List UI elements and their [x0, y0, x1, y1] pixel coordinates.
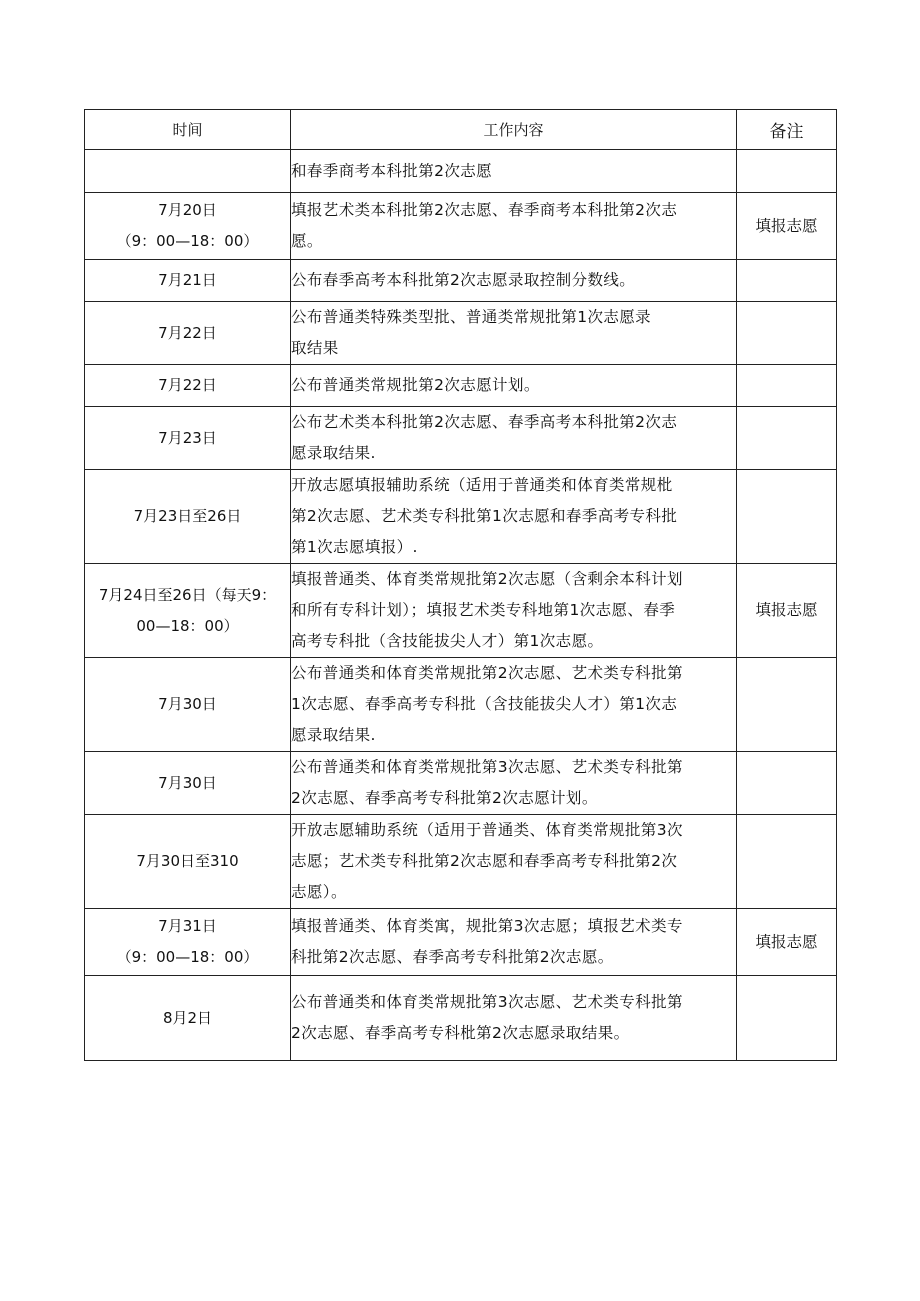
content-line: 愿录取结果. — [291, 444, 376, 462]
table-row — [85, 658, 837, 752]
content-line: 科批第2次志愿、春季高考专科批第2次志愿。 — [291, 948, 614, 966]
table-row — [85, 815, 837, 909]
table-row — [85, 752, 837, 815]
time-line: 7月20日 — [158, 201, 217, 219]
note-cell: 填报志愿 — [737, 909, 837, 976]
content-cell — [291, 658, 737, 752]
content-cell — [291, 193, 737, 260]
content-line: 志愿）。 — [291, 883, 347, 901]
time-cell — [85, 658, 291, 752]
content-line: 公布普通类和体育类常规批第2次志愿、艺术类专科批第 — [291, 664, 683, 682]
content-cell — [291, 302, 737, 365]
content-line: 愿录取结果. — [291, 726, 376, 744]
content-line: 和春季商考本科批第2次志愿 — [291, 161, 493, 180]
note-cell — [737, 752, 837, 815]
content-cell — [291, 365, 737, 407]
content-cell — [291, 752, 737, 815]
header-content: 工作内容 — [291, 110, 737, 150]
content-cell — [291, 909, 737, 976]
time-line: 7月23日 — [158, 428, 217, 447]
content-line: 公布普通类和体育类常规批第3次志愿、艺术类专科批第 — [291, 993, 683, 1011]
content-line: 第2次志愿、艺术类专科批第1次志愿和春季高考专科批 — [291, 507, 678, 525]
time-cell — [85, 193, 291, 260]
time-line: 7月30日 — [158, 695, 217, 713]
content-line: 志愿；艺术类专科批第2次志愿和春季高考专科批第2次 — [291, 852, 678, 870]
time-cell — [85, 260, 291, 302]
content-line: 填报艺术类本科批第2次志愿、春季商考本科批第2次志 — [291, 201, 678, 219]
content-line: 和所有专科计划）；填报艺术类专科地第1次志愿、春季 — [291, 601, 676, 619]
table-row — [85, 470, 837, 564]
time-cell — [85, 909, 291, 976]
content-line: 愿。 — [291, 232, 323, 250]
time-line: 7月21日 — [158, 271, 217, 289]
content-cell — [291, 976, 737, 1061]
content-line: 开放志愿填报辅助系统（适用于普通类和体育类常规枇 — [291, 476, 673, 494]
time-cell — [85, 302, 291, 365]
header-row — [85, 110, 837, 150]
content-line: 公布普通类和体育类常规批第3次志愿、艺术类专科批第 — [291, 758, 683, 776]
note-cell — [737, 302, 837, 365]
note-cell — [737, 815, 837, 909]
content-line: 高考专科批（含技能拔尖人才）第1次志愿。 — [291, 632, 604, 650]
content-line: 1次志愿、春季高考专科批（含技能拔尖人才）第1次志 — [291, 695, 678, 713]
content-cell — [291, 815, 737, 909]
content-line: 2次志愿、春季高考专科批第2次志愿计划。 — [291, 789, 598, 807]
table-row — [85, 407, 837, 470]
time-line: 7月23日至26日 — [133, 507, 242, 525]
note-cell — [737, 470, 837, 564]
time-line: 8月2日 — [162, 1008, 213, 1027]
time-cell — [85, 407, 291, 470]
content-line: 填报普通类、体育类寓，规批第3次志愿；填报艺术类专 — [291, 917, 683, 935]
note-cell — [737, 260, 837, 302]
time-line: 7月30日至310 — [136, 852, 239, 870]
content-cell — [291, 260, 737, 302]
note-cell — [737, 150, 837, 193]
table-row — [85, 260, 837, 302]
time-cell — [85, 815, 291, 909]
time-cell — [85, 365, 291, 407]
time-cell — [85, 564, 291, 658]
table-row — [85, 193, 837, 260]
time-line: 7月24日至26日（每天9： — [98, 585, 277, 604]
time-line: 7月31日 — [158, 917, 217, 935]
content-cell — [291, 150, 737, 193]
note-cell — [737, 365, 837, 407]
time-line: （9：00—18：00） — [116, 232, 259, 250]
time-cell — [85, 150, 291, 193]
table-row — [85, 365, 837, 407]
content-line: 第1次志愿填报）. — [291, 538, 418, 556]
content-line: 公布春季高考本科批第2次志愿录取控制分数线。 — [291, 271, 636, 289]
content-line: 公布普通类特殊类型批、普通类常规批第1次志愿录 — [291, 308, 652, 326]
table-row — [85, 976, 837, 1061]
schedule-table — [84, 109, 837, 1061]
schedule-body — [85, 150, 837, 1061]
time-line: 7月22日 — [158, 323, 217, 342]
note-cell — [737, 658, 837, 752]
table-row — [85, 302, 837, 365]
content-line: 公布艺术类本科批第2次志愿、春季高考本科批第2次志 — [291, 413, 678, 431]
note-cell: 填报志愿 — [737, 193, 837, 260]
header-time: 时间 — [85, 110, 291, 150]
note-cell: 填报志愿 — [737, 564, 837, 658]
time-cell — [85, 752, 291, 815]
time-line: 7月30日 — [158, 773, 217, 792]
time-cell — [85, 976, 291, 1061]
time-line: 00—18：00） — [136, 616, 239, 635]
note-cell — [737, 976, 837, 1061]
content-line: 2次志愿、春季高考专科枇第2次志愿录取结果。 — [291, 1024, 630, 1042]
content-line: 填报普通类、体育类常规批第2次志愿（含剩余本科计划 — [291, 570, 683, 588]
table-row — [85, 909, 837, 976]
table-row — [85, 150, 837, 193]
header-note: 备注 — [737, 110, 837, 150]
content-line: 取结果 — [291, 339, 339, 357]
note-cell — [737, 407, 837, 470]
content-line: 开放志愿辅助系统（适用于普通类、体育类常规批第3次 — [291, 821, 683, 839]
content-cell — [291, 564, 737, 658]
time-line: 7月22日 — [158, 376, 217, 394]
time-line: （9：00—18：00） — [116, 948, 259, 966]
content-line: 公布普通类常规批第2次志愿计划。 — [291, 376, 540, 394]
content-cell — [291, 470, 737, 564]
table-row — [85, 564, 837, 658]
time-cell — [85, 470, 291, 564]
content-cell — [291, 407, 737, 470]
